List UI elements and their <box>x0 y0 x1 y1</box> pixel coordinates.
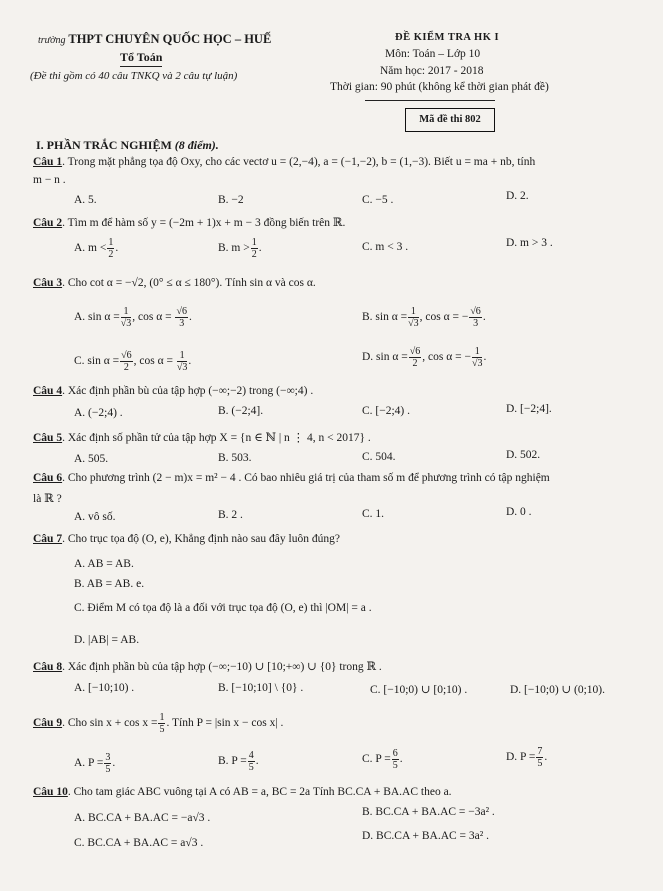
q3-option-d: D. sin α = $\frac{√6}{2}$ , cos α = − $\frac{1}{√3}$ . <box>362 346 487 369</box>
q9-option-c: C. P = $\frac{6}{5}$ . <box>362 748 403 771</box>
q4-option-a: A. (−2;4) . <box>74 407 123 419</box>
subject: Môn: Toán – Lớp 10 <box>385 48 481 60</box>
question-1: Câu 1. Trong mặt phẳng tọa độ Oxy, cho các vectơ u = (2,−4), a = (−1,−2), b = (1,−3). Biết u = ma + nb, tính <box>33 156 536 168</box>
q10-option-c: C. BC.CA + BA.AC = a√3 . <box>74 837 204 849</box>
question-6: Câu 6. Cho phương trình (2 − m)x = m² − 4 . Có bao nhiêu giá trị của tham số m để phương trình có tập nghiệm <box>33 472 550 484</box>
q2-option-a: A. m < $\frac{1}{2}$ . <box>74 237 119 260</box>
q4-option-b: B. (−2;4]. <box>218 405 264 417</box>
q2-option-d: D. m > 3 . <box>506 237 553 249</box>
q9-option-d: D. P = $\frac{7}{5}$ . <box>506 746 548 769</box>
q5-option-d: D. 502. <box>506 449 541 461</box>
q10-option-a: A. BC.CA + BA.AC = −a√3 . <box>74 812 211 824</box>
question-10: Câu 10. Cho tam giác ABC vuông tại A có AB = a, BC = 2a Tính BC.CA + BA.AC theo a. <box>33 786 452 798</box>
q1-option-c: C. −5 . <box>362 194 394 206</box>
q7-option-d: D. |AB| = AB. <box>74 634 140 646</box>
question-1-cont: m − n . <box>33 174 66 186</box>
q1-option-a: A. 5. <box>74 194 97 206</box>
q1-option-b: B. −2 <box>218 194 244 206</box>
question-2: Câu 2. Tìm m để hàm số y = (−2m + 1)x + m − 3 đồng biến trên ℝ. <box>33 217 346 229</box>
q5-option-a: A. 505. <box>74 453 109 465</box>
q3-option-b: B. sin α = $\frac{1}{√3}$ , cos α = − $\frac{√6}{3}$ . <box>362 306 486 329</box>
q6-option-a: A. vô số. <box>74 511 116 523</box>
question-6-cont: là ℝ ? <box>33 493 62 505</box>
exam-code: Mã đề thi 802 <box>405 108 495 132</box>
q10-option-b: B. BC.CA + BA.AC = −3a² . <box>362 806 495 818</box>
question-5: Câu 5. Xác định số phần tử của tập hợp X = {n ∈ ℕ | n ⋮ 4, n < 2017} . <box>33 432 371 444</box>
q3-option-a: A. sin α = $\frac{1}{√3}$ , cos α = $\frac{√6}{3}$ . <box>74 306 192 329</box>
q7-option-c: C. Điểm M có tọa độ là a đối với trục tọa độ (O, e) thì |OM| = a . <box>74 602 372 614</box>
q2-option-c: C. m < 3 . <box>362 241 409 253</box>
school-year: Năm học: 2017 - 2018 <box>380 65 484 77</box>
q9-option-b: B. P = $\frac{4}{5}$ . <box>218 750 259 773</box>
question-7: Câu 7. Cho trục tọa độ (O, e), Khẳng định nào sau đây luôn đúng? <box>33 533 340 545</box>
q8-option-c: C. [−10;0) ∪ [0;10) . <box>370 684 468 696</box>
question-3: Câu 3. Cho cot α = −√2, (0° ≤ α ≤ 180°). Tính sin α và cos α. <box>33 277 316 289</box>
q2-option-b: B. m > $\frac{1}{2}$ . <box>218 237 262 260</box>
q8-option-a: A. [−10;10) . <box>74 682 135 694</box>
q6-option-c: C. 1. <box>362 508 385 520</box>
question-8: Câu 8. Xác định phần bù của tập hợp (−∞;−10) ∪ [10;+∞) ∪ {0} trong ℝ . <box>33 661 382 673</box>
exam-note: (Đề thi gồm có 40 câu TNKQ và 2 câu tự luận) <box>30 70 238 82</box>
section-title: I. PHẦN TRẮC NGHIỆM (8 điểm). <box>36 138 219 152</box>
q6-option-b: B. 2 . <box>218 509 243 521</box>
q10-option-d: D. BC.CA + BA.AC = 3a² . <box>362 830 489 842</box>
q4-option-c: C. [−2;4) . <box>362 405 411 417</box>
school-name: trường THPT CHUYÊN QUỐC HỌC – HUẾ <box>38 32 272 46</box>
q7-option-b: B. AB = AB. e. <box>74 578 145 590</box>
header-divider <box>365 100 495 101</box>
q3-option-c: C. sin α = $\frac{√6}{2}$ , cos α = $\frac{1}{√3}$ . <box>74 350 192 373</box>
q4-option-d: D. [−2;4]. <box>506 403 552 415</box>
time-limit: Thời gian: 90 phút (không kể thời gian phát đề) <box>330 81 549 93</box>
q9-option-a: A. P = $\frac{3}{5}$ . <box>74 752 116 775</box>
q1-option-d: D. 2. <box>506 190 529 202</box>
department: Tổ Toán <box>120 50 162 67</box>
q8-option-b: B. [−10;10] \ {0} . <box>218 682 304 694</box>
exam-title: ĐỀ KIỂM TRA HK I <box>395 32 500 43</box>
q7-option-a: A. AB = AB. <box>74 558 134 570</box>
q5-option-b: B. 503. <box>218 452 252 464</box>
question-9: Câu 9. Cho sin x + cos x = $\frac{1}{5}$ . Tính P = |sin x − cos x| . <box>33 712 284 735</box>
q6-option-d: D. 0 . <box>506 506 532 518</box>
q5-option-c: C. 504. <box>362 451 396 463</box>
q8-option-d: D. [−10;0) ∪ (0;10). <box>510 684 606 696</box>
question-4: Câu 4. Xác định phần bù của tập hợp (−∞;−2) trong (−∞;4) . <box>33 385 314 397</box>
